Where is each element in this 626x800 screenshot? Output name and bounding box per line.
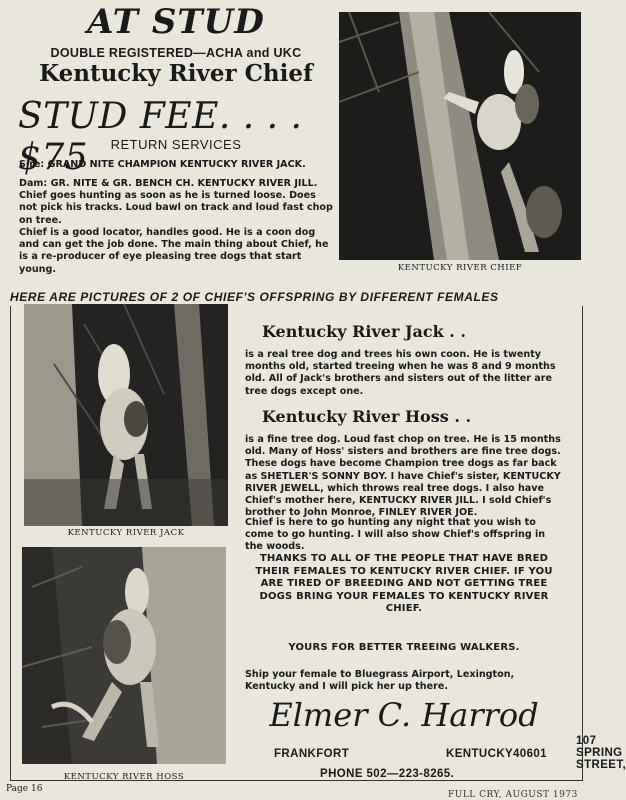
hunting-invitation: Chief is here to go hunting any night that you wish to come to go hunting. I will also show Chief's offspring in the woods. xyxy=(245,517,546,553)
yours-line: YOURS FOR BETTER TREEING WALKERS. xyxy=(288,642,520,653)
at-stud-headline: AT STUD xyxy=(87,2,265,42)
address-zip: 40601 xyxy=(513,748,547,760)
photo-kentucky-river-hoss xyxy=(22,547,226,764)
magazine-footer: FULL CRY, AUGUST 1973 xyxy=(448,790,578,800)
chief-description: Chief is a good locator, handles good. He is a coon dog and can get the job done. The main thing about Chief, he is a re-producer of eye pleasing tree dogs that start young. xyxy=(19,227,329,275)
registration-line: DOUBLE REGISTERED—ACHA and UKC xyxy=(50,46,302,60)
caption-chief: KENTUCKY RIVER CHIEF xyxy=(397,263,523,273)
return-services: RETURN SERVICES xyxy=(110,137,242,152)
photo-kentucky-river-chief xyxy=(339,12,581,260)
page-number: Page 16 xyxy=(6,784,43,794)
caption-hoss: KENTUCKY RIVER HOSS xyxy=(63,772,185,782)
hoss-description: is a fine tree dog. Loud fast chop on tree. He is 15 months old. Many of Hoss' sisters and brothers are fine tree dogs. These dogs have become Champion tree dogs as far back as SHETLER'S SONNY BOY. I have Chief's sister, KENTUCKY RIVER JEWELL, which throws real tree dogs. I also have Chief's mother here, KENTUCKY RIVER JILL. I sold Chief's brother to John Monroe, FINLEY RIVER JOE. xyxy=(245,434,561,519)
address-street: 107 SPRING STREET, xyxy=(576,735,626,771)
dam-paragraph: Dam: GR. NITE & GR. BENCH CH. KENTUCKY RIVER JILL. Chief goes hunting as soon as he is turned loose. Does not pick his tracks. Loud bawl on track and loud fast chop on tree. xyxy=(19,178,333,226)
hoss-photo-illustration xyxy=(22,547,226,764)
jack-heading: Kentucky River Jack . . xyxy=(262,322,466,341)
address-state: KENTUCKY xyxy=(446,748,514,760)
caption-jack: KENTUCKY RIVER JACK xyxy=(67,528,185,538)
jack-description: is a real tree dog and trees his own coon. He is twenty months old, started treeing when he was 8 and 9 months old. All of Jack's brothers and sisters out of the litter are tree dogs except one. xyxy=(245,349,556,397)
owner-name: Elmer C. Harrod xyxy=(269,696,539,734)
thanks-message: THANKS TO ALL OF THE PEOPLE THAT HAVE BRED THEIR FEMALES TO KENTUCKY RIVER CHIEF. IF YOU ARE TIRED OF BREEDING AND NOT GETTING TREE DOGS BRING YOUR FEMALES TO KENTUCKY RIVER CHIEF. xyxy=(255,553,553,614)
photo-kentucky-river-jack xyxy=(24,304,228,526)
stud-dog-name: Kentucky River Chief xyxy=(39,60,313,87)
address-city: FRANKFORT xyxy=(274,748,350,760)
sire-line: Sire: GRAND NITE CHAMPION KENTUCKY RIVER JACK. xyxy=(19,159,306,170)
jack-photo-illustration xyxy=(24,304,228,526)
hoss-heading: Kentucky River Hoss . . xyxy=(262,407,472,426)
phone-number: PHONE 502—223-8265. xyxy=(320,768,455,780)
shipping-instructions: Ship your female to Bluegrass Airport, Lexington, Kentucky and I will pick her up there. xyxy=(245,669,515,693)
offspring-banner: HERE ARE PICTURES OF 2 OF CHIEF'S OFFSPRING BY DIFFERENT FEMALES xyxy=(10,290,499,304)
stud-fee: STUD FEE. . . . $75 xyxy=(18,96,303,178)
chief-photo-illustration xyxy=(339,12,581,260)
